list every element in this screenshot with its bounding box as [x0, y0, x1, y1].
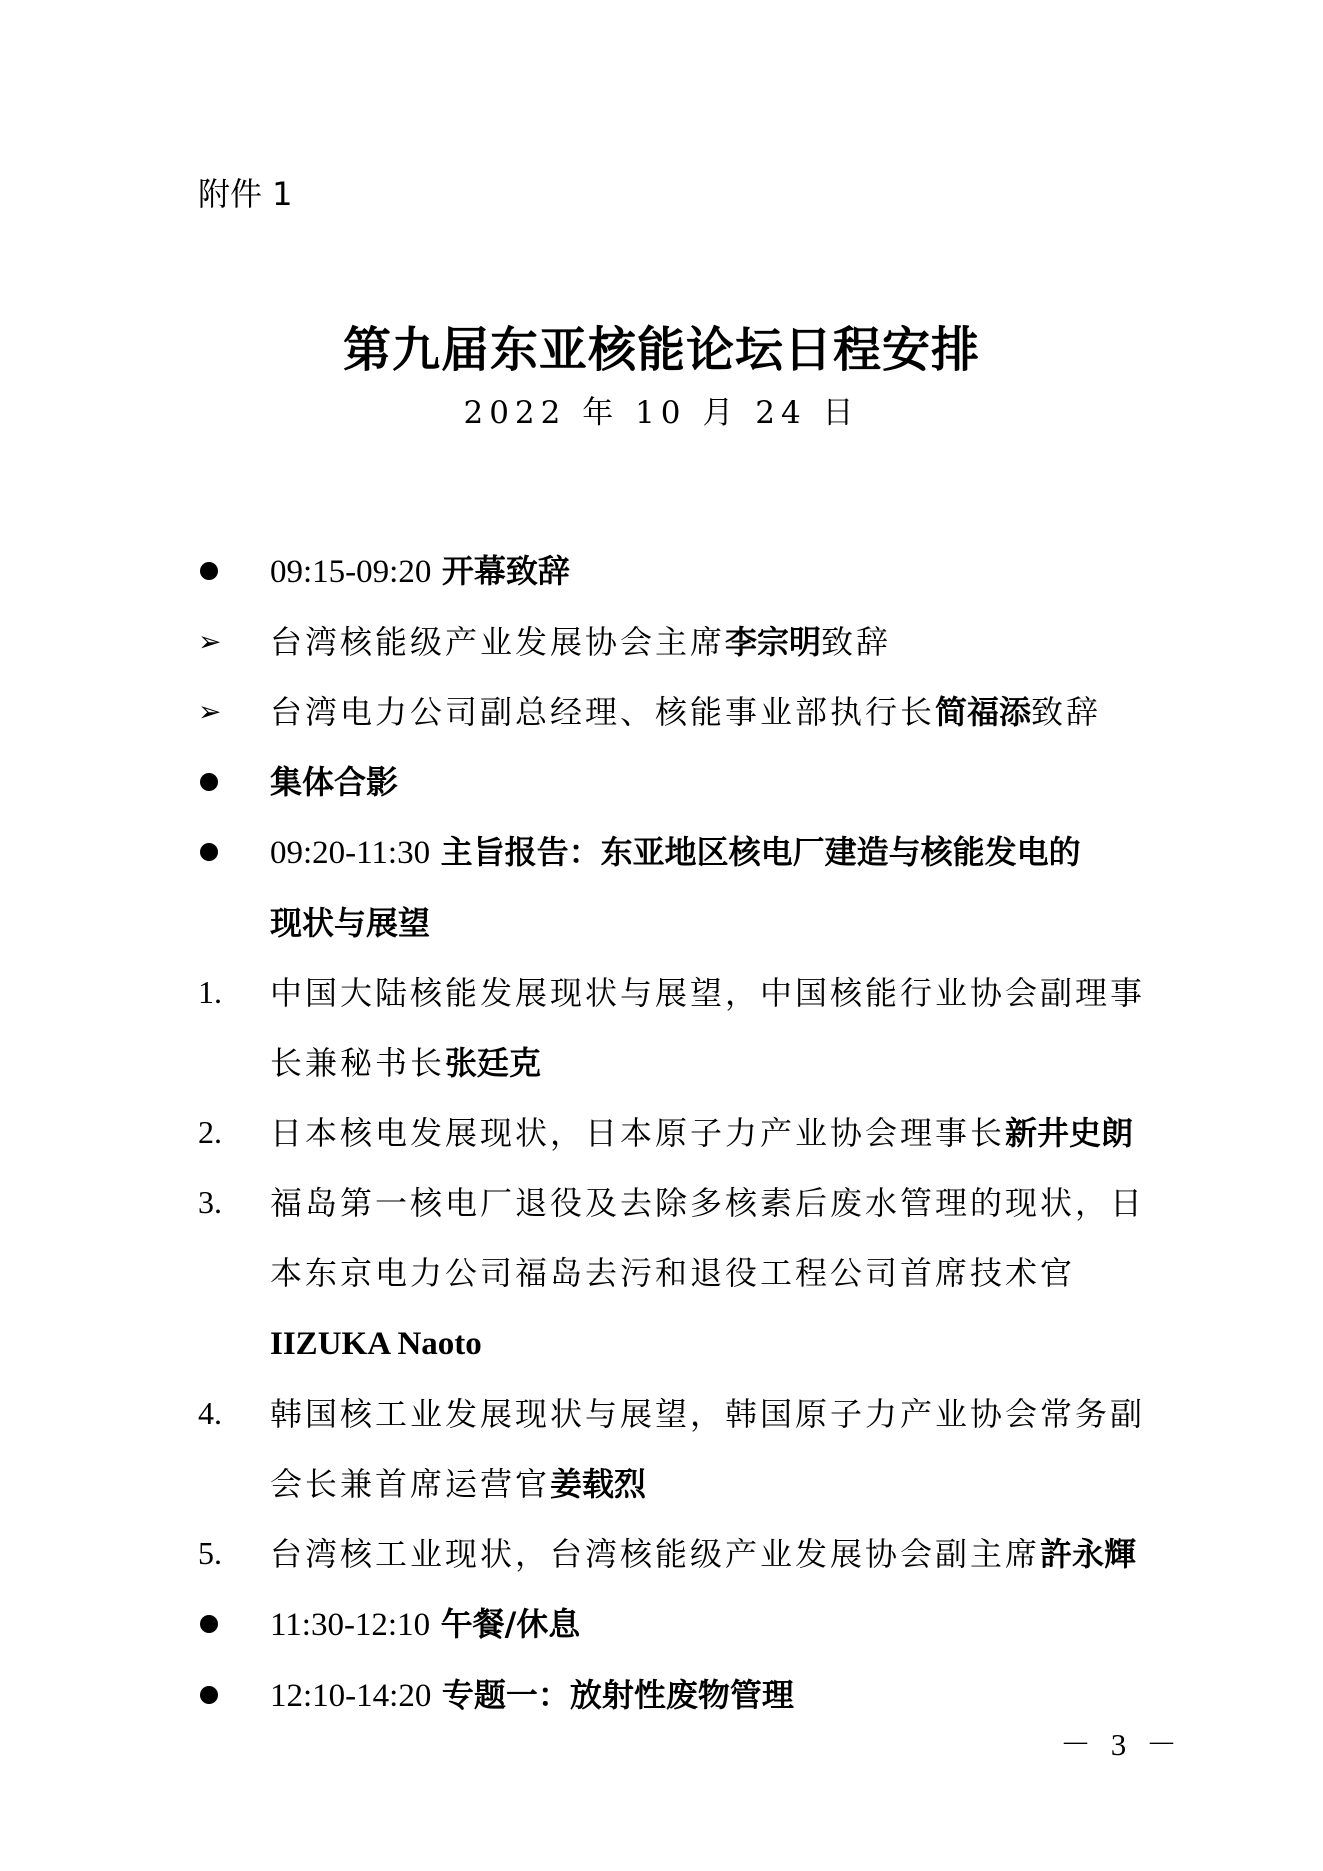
- item-number: 4.: [198, 1395, 222, 1431]
- speaker-name: 新井史朗: [1005, 1114, 1134, 1152]
- speech-suffix: 致辞: [1031, 693, 1102, 731]
- speech-suffix: 致辞: [821, 623, 892, 661]
- item-number: 2.: [198, 1114, 222, 1150]
- report-description: 日本核电发展现状，日本原子力产业协会理事长: [270, 1114, 1006, 1152]
- bullet-dot-icon: [198, 747, 238, 816]
- bullet-dot-icon: [198, 1660, 238, 1729]
- session-title-continued: 现状与展望: [270, 904, 431, 942]
- speaker-name: IIZUKA Naoto: [270, 1326, 482, 1362]
- agenda-session-topic-one: [198, 1660, 1158, 1731]
- agenda-speech-item: [198, 677, 1158, 747]
- agenda-session-keynote: [198, 817, 1158, 958]
- report-description: 中国大陆核能发展现状与展望，中国核能行业协会副理事: [270, 974, 1146, 1012]
- speaker-name: 简福添: [935, 693, 1032, 731]
- speech-description: 台湾电力公司副总经理、核能事业部执行长: [270, 693, 936, 731]
- agenda-session-lunch: [198, 1589, 1158, 1660]
- attachment-label: 附件 1: [198, 175, 293, 213]
- report-description-continued: 本东京电力公司福岛去污和退役工程公司首席技术官: [270, 1254, 1076, 1292]
- item-number: 5.: [198, 1535, 222, 1571]
- session-time: 11:30-12:10: [270, 1607, 431, 1643]
- schedule-date: 2022 年 10 月 24 日: [463, 395, 860, 431]
- bullet-dot-icon: [198, 1589, 238, 1658]
- agenda-list: [198, 536, 1158, 1731]
- session-title: 主旨报告：东亚地区核电厂建造与核能发电的: [440, 833, 1081, 871]
- item-number: 1.: [198, 974, 222, 1010]
- session-title: 午餐/休息: [440, 1605, 581, 1643]
- speaker-name: 李宗明: [725, 623, 822, 661]
- speech-description: 台湾核能级产业发展协会主席: [270, 623, 726, 661]
- session-time: 09:15-09:20: [270, 554, 432, 590]
- report-description: 福岛第一核电厂退役及去除多核素后废水管理的现状，日: [270, 1184, 1146, 1222]
- speaker-name: 許永輝: [1040, 1535, 1137, 1573]
- bullet-dot-icon: [198, 536, 238, 605]
- page-title: 第九届东亚核能论坛日程安排: [342, 322, 980, 378]
- report-description: 韩国核工业发展现状与展望，韩国原子力产业协会常务副: [270, 1395, 1146, 1433]
- session-title: 专题一：放射性废物管理: [441, 1676, 794, 1714]
- report-description-continued: 长兼秘书长: [270, 1044, 446, 1082]
- agenda-report-item: [198, 1168, 1158, 1379]
- session-time: 12:10-14:20: [270, 1678, 432, 1714]
- agenda-report-item: [198, 1379, 1158, 1519]
- agenda-report-item: [198, 1519, 1158, 1589]
- bullet-dot-icon: [198, 817, 238, 886]
- agenda-report-item: [198, 1098, 1158, 1168]
- agenda-report-item: [198, 958, 1158, 1098]
- report-description: 台湾核工业现状，台湾核能级产业发展协会副主席: [270, 1535, 1041, 1573]
- session-time: 09:20-11:30: [270, 835, 431, 871]
- arrow-bullet-icon: ➢: [198, 695, 222, 728]
- agenda-speech-item: [198, 607, 1158, 677]
- session-title: 开幕致辞: [441, 552, 570, 590]
- agenda-session-opening: [198, 536, 1158, 607]
- session-title: 集体合影: [270, 763, 399, 801]
- report-description-continued: 会长兼首席运营官: [270, 1465, 551, 1503]
- agenda-session-photo: [198, 747, 1158, 817]
- speaker-name: 张廷克: [445, 1044, 542, 1082]
- arrow-bullet-icon: ➢: [198, 625, 222, 658]
- item-number: 3.: [198, 1184, 222, 1220]
- page-number: － 3 －: [1060, 1727, 1183, 1762]
- speaker-name: 姜载烈: [550, 1465, 647, 1503]
